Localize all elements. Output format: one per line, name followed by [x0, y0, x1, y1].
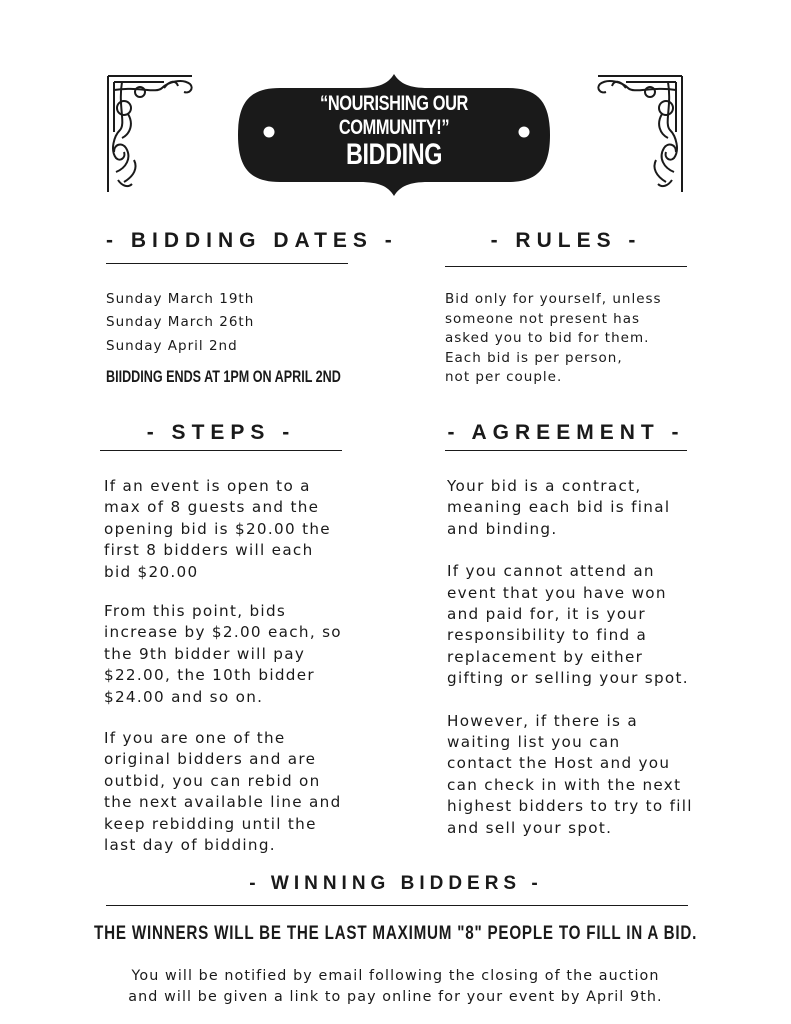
- rules-rule: [445, 266, 687, 267]
- rules-line: not per couple.: [445, 369, 563, 385]
- date-item: Sunday March 19th: [106, 291, 255, 307]
- agreement-rule: [445, 450, 687, 451]
- notification-line: and will be given a link to pay online for your event by April 9th.: [128, 989, 663, 1005]
- winning-bidders-heading: - WINNING BIDDERS -: [249, 873, 543, 894]
- date-item: Sunday March 26th: [106, 314, 255, 330]
- agreement-heading: - AGREEMENT -: [447, 421, 685, 444]
- winners-statement: THE WINNERS WILL BE THE LAST MAXIMUM "8" PEOPLE TO FILL IN A BID.: [93, 922, 698, 944]
- bidding-dates-list: [106, 290, 346, 361]
- winners-statement-wrap: [0, 922, 791, 945]
- notification-line: You will be notified by email following the closing of the auction: [131, 968, 660, 984]
- notification-text: [0, 966, 791, 1008]
- steps-paragraph: If you are one of the original bidders and are outbid, you can rebid on the next available line and keep rebidding until the last day of bidding.: [104, 729, 342, 855]
- rules-heading: - RULES -: [490, 229, 642, 252]
- agreement-text: [447, 476, 747, 839]
- steps-paragraph: From this point, bids increase by $2.00 each, so the 9th bidder will pay $22.00, the 10th bidder $24.00 and so on.: [104, 602, 342, 706]
- corner-ornament-right-icon: [594, 72, 686, 194]
- agreement-paragraph: Your bid is a contract, meaning each bid is final and binding.: [447, 477, 671, 538]
- rules-line: asked you to bid for them.: [445, 330, 650, 346]
- banner-subtitle: “NOURISHING OUR COMMUNITY!”: [320, 92, 468, 139]
- banner-title: BIDDING: [345, 138, 443, 171]
- steps-text: [104, 476, 364, 857]
- winning-bidders-rule: [106, 905, 688, 906]
- date-item: Sunday April 2nd: [106, 338, 238, 354]
- steps-paragraph: If an event is open to a max of 8 guests and the opening bid is $20.00 the first 8 bidders will each bid $20.00: [104, 477, 331, 581]
- agreement-paragraph: However, if there is a waiting list you can contact the Host and you can check in with the next highest bidders to try to fill and sell your spot.: [447, 711, 693, 837]
- corner-ornament-left-icon: [104, 72, 196, 194]
- rules-line: someone not present has: [445, 310, 641, 327]
- steps-heading: - STEPS -: [146, 421, 296, 444]
- rules-text: [445, 290, 695, 388]
- steps-rule: [100, 450, 342, 451]
- title-banner: [232, 72, 556, 198]
- bidding-dates-rule: [106, 263, 348, 264]
- bidding-end-note: BIIDDING ENDS AT 1PM ON APRIL 2ND: [106, 367, 341, 386]
- rules-line: Each bid is per person,: [445, 349, 623, 366]
- agreement-paragraph: If you cannot attend an event that you have won and paid for, it is your responsibility to find a replacement by either gifting or selling your spot.: [447, 562, 689, 688]
- rules-line: Bid only for yourself, unless: [445, 291, 662, 307]
- bidding-dates-heading: - BIDDING DATES -: [106, 229, 398, 252]
